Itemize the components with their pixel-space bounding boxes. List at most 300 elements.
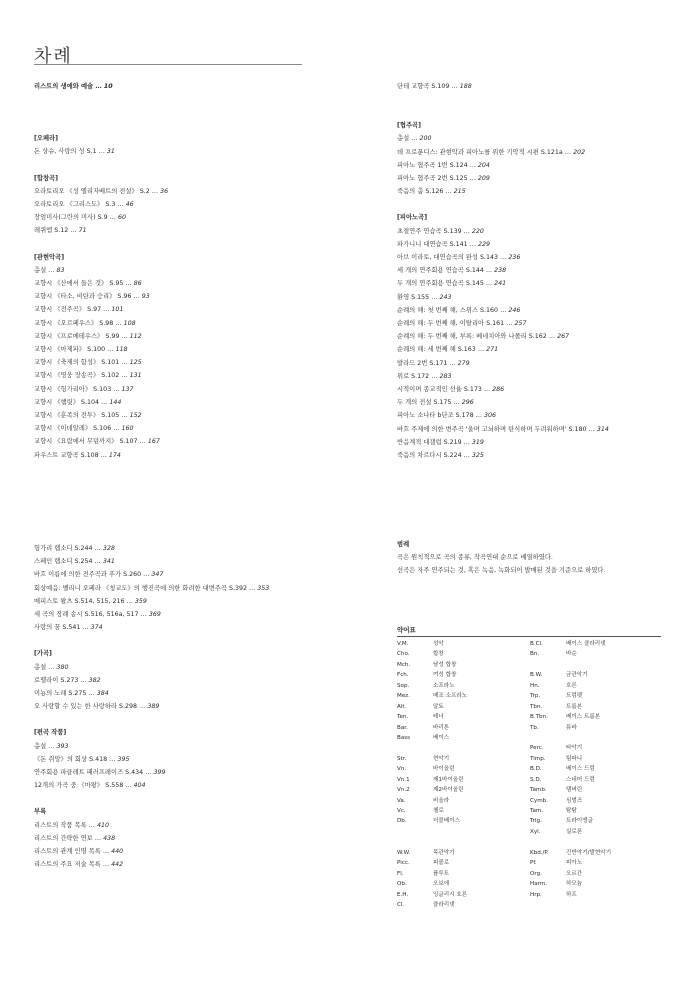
abbreviation-row — [397, 691, 467, 701]
toc-entry: 죽음의 춤 S.126 … 215 — [397, 188, 466, 196]
toc-entry: 위로 S.172 … 283 — [397, 372, 452, 380]
spacer — [34, 93, 168, 106]
abbreviation: Str. — [397, 755, 407, 762]
toc-page-number: 238 — [494, 267, 507, 275]
toc-entry-title: 교향시 《산에서 들은 것》 S.95 — [34, 280, 124, 288]
abbreviation: S.D. — [530, 776, 542, 783]
abbreviation-row — [397, 681, 467, 691]
toc-entry-title: 교향시 《타소, 비탄과 승리》 S.96 — [34, 293, 132, 301]
toc-entry-title: 시적이며 종교적인 선율 S.173 — [397, 386, 482, 394]
toc-column-1-top — [34, 80, 168, 462]
abbreviation: Tamb. — [530, 787, 547, 794]
toc-page-number: 220 — [471, 227, 484, 235]
toc-page-number: 380 — [56, 663, 69, 671]
toc-entry: 파가니니 대연습곡 S.141 … 229 — [397, 240, 491, 248]
toc-section-heading — [34, 172, 168, 185]
abbreviation: Picc. — [397, 860, 410, 867]
toc-entry-title: 단테 교향곡 S.109 — [397, 83, 450, 90]
toc-page-number: 160 — [121, 425, 134, 433]
toc-entry: 로렐라이 S.273 … 382 — [34, 676, 101, 684]
toc-page-number: 389 — [147, 703, 160, 711]
toc-entry-title: 오라토리오 《성 엘리자베트의 전설》 S.2 — [34, 187, 150, 195]
notes-line: 곡은 원칙적으로 곡의 종류, 작곡연대 순으로 배열하였다. — [397, 554, 553, 562]
toc-page-number: 10 — [103, 83, 113, 90]
abbreviation: Timp. — [530, 755, 546, 762]
toc-section-heading — [34, 132, 168, 145]
abbreviation-meaning: 트럼펫 — [566, 693, 583, 700]
toc-entry: 두 개의 연주회용 연습곡 S.145 … 241 — [397, 280, 507, 288]
toc-entry-title: 오라토리오 《그리스도》 S.3 — [34, 201, 116, 209]
abbreviation: Mch. — [397, 661, 411, 668]
toc-entry: 리스트의 작품 목록 … 410 — [34, 821, 110, 829]
toc-entry-title: [피아노곡] — [397, 214, 428, 222]
abbreviation-meaning: 합창 — [433, 651, 444, 658]
toc-entry-title: 리스트의 작품 목록 — [34, 821, 87, 829]
toc-column-1-bottom — [34, 542, 269, 871]
toc-entry-title: 발라드 2번 S.171 — [397, 359, 448, 367]
notes-line: 선곡은 자주 연주되는 것, 혹은 녹음, 녹화되어 발매된 것을 기준으로 하였다. — [397, 567, 606, 575]
toc-entry-title: 사랑의 꿈 S.541 — [34, 624, 81, 632]
toc-page-number: 438 — [103, 834, 116, 842]
abbreviation: Bn. — [530, 651, 540, 658]
abbreviation-row — [397, 712, 467, 722]
toc-column-2-top — [397, 80, 609, 462]
toc-entry: 총설 … 380 — [34, 663, 69, 671]
toc-page-number: 83 — [56, 266, 65, 274]
toc-page-number: 215 — [453, 188, 466, 196]
toc-page-number: 71 — [78, 227, 87, 235]
toc-entry: 두 개의 전설 S.175 … 296 — [397, 399, 474, 407]
toc-entry-title: 리스트의 간략한 연보 — [34, 834, 93, 842]
toc-entry-title: 스페인 랩소디 S.254 — [34, 558, 93, 566]
abbreviation-meaning: 튜바 — [566, 724, 577, 731]
toc-entry-title: 교향시 《요람에서 무덤까지》 S.107 — [34, 438, 138, 446]
toc-entry-title: 교향시 《햄릿》 S.104 — [34, 398, 100, 406]
toc-entry-title: 오 사랑할 수 있는 한 사랑하라 S.298 — [34, 703, 138, 711]
toc-page-number: 200 — [419, 135, 432, 143]
toc-entry: 순례의 해: 두 번째 해, 부록: 베네치아와 나폴리 S.162 … 267 — [397, 333, 570, 341]
spacer — [34, 106, 168, 119]
toc-entry: 교향시 《축제의 함성》 S.101 … 125 — [34, 359, 142, 367]
notes-heading: 범례 — [397, 541, 410, 548]
toc-page-number: 440 — [111, 848, 124, 856]
toc-page-number: 353 — [257, 584, 270, 592]
abbreviation: B.D. — [530, 766, 542, 773]
toc-page-number: 306 — [484, 412, 497, 420]
abbreviation: Cymb. — [530, 797, 548, 804]
abbreviation-row — [397, 743, 467, 753]
toc-section-heading — [34, 647, 269, 660]
abbreviation-row — [530, 754, 611, 764]
toc-entry: 스페인 랩소디 S.254 … 341 — [34, 558, 115, 566]
abbreviation: B.W. — [530, 672, 543, 679]
title-underline — [34, 64, 302, 65]
abbreviation-meaning: 탐탐 — [566, 808, 577, 814]
toc-entry-title: 교향시 《오르페우스》 S.98 — [34, 319, 114, 327]
toc-entry-title: 메피스토 왈츠 S.514, 515, 216 — [34, 597, 125, 605]
toc-entry: 데 프로푼디스: 관현악과 피아노를 위한 기악적 시편 S.121a … 202 — [397, 148, 586, 156]
toc-entry: 연주회용 파클레트 패러프레이즈 S.434 … 399 — [34, 769, 166, 777]
toc-entry: 반음계적 대갤럽 S.219 … 319 — [397, 438, 484, 446]
toc-page-number: 374 — [90, 624, 103, 632]
toc-entry-title: 바흐 주제에 의한 변주곡 '울며 고뇌하며 탄식하며 두려워하며' S.180 — [397, 425, 587, 433]
abbreviation-row — [397, 733, 467, 743]
toc-entry: 돈 상슈, 사랑의 성 S.1 … 31 — [34, 148, 115, 156]
abbreviation: Bass — [397, 734, 411, 741]
toc-entry: 오 사랑할 수 있는 한 사랑하라 S.298 … 389 — [34, 703, 160, 711]
abbreviation: Bar. — [397, 724, 408, 731]
toc-entry: 교향시 《헝가리아》 S.103 … 137 — [34, 385, 134, 393]
abbreviation-row — [530, 691, 611, 701]
abbreviation-meaning: 현악기 — [433, 755, 450, 762]
toc-page-number: 131 — [129, 372, 142, 380]
abbreviation-meaning: 건반악기/발현악기 — [566, 849, 612, 856]
toc-entry: 교향시 《오르페우스》 S.98 … 108 — [34, 319, 136, 327]
toc-entry-title: 리스트의 주요 저술 목록 — [34, 861, 101, 869]
abbreviation-row — [530, 879, 611, 889]
toc-section-heading — [397, 211, 609, 224]
abbreviation-meaning: 오보에 — [433, 881, 450, 888]
abbreviation-row — [530, 827, 611, 837]
abbreviation-meaning: 소프라노 — [433, 682, 455, 689]
toc-entry: 초절연주 연습곡 S.139 … 220 — [397, 227, 484, 235]
toc-page-number: 246 — [508, 306, 521, 314]
toc-page-number: 286 — [492, 386, 505, 394]
abbreviation-meaning: 탬버린 — [566, 787, 583, 794]
toc-page-number: 125 — [129, 359, 142, 367]
toc-page-number: 347 — [151, 571, 164, 579]
abbreviation-meaning: 호른 — [566, 682, 577, 689]
toc-page-number: 167 — [147, 438, 160, 446]
abbreviation-meaning: 금관악기 — [566, 672, 588, 679]
abbreviation-meaning: 성악 — [433, 641, 444, 647]
abbreviation-row — [397, 639, 467, 649]
toc-entry-title: 총설 — [34, 742, 47, 750]
abbreviation: Vn.2 — [397, 787, 410, 794]
abbreviation: Harm. — [530, 881, 548, 888]
abbreviation-row — [530, 639, 611, 649]
abbreviation: Hrp. — [530, 891, 542, 898]
toc-entry-title: 레퀴엠 S.12 — [34, 227, 69, 235]
toc-entry: 사랑의 꿈 S.541 … 374 — [34, 624, 103, 632]
toc-entry: 12개의 가곡 중 《마왕》 S.558 … 404 — [34, 782, 146, 790]
toc-entry-title: 리스트의 생애와 예술 — [34, 83, 94, 90]
abbreviation-meaning: 여성 합창 — [433, 672, 457, 679]
toc-entry: 피아노 협주곡 2번 S.125 … 209 — [397, 175, 490, 183]
abbreviation-meaning: 바이올린 — [433, 766, 455, 773]
abbreviation-row — [530, 733, 611, 743]
toc-entry: 장엄미사(그란의 미사) S.9 … 60 — [34, 214, 126, 222]
abbreviation-meaning: 하모늄 — [566, 881, 583, 888]
abbreviation-row — [530, 702, 611, 712]
toc-page-number: 46 — [125, 201, 134, 209]
toc-page-number: 144 — [109, 398, 122, 406]
toc-entry-title: 교향시 《프로메테우스》 S.99 — [34, 332, 120, 340]
toc-page-number: 359 — [134, 597, 147, 605]
abbreviation-table-title: 약어표 — [397, 626, 416, 634]
toc-page-number: 112 — [129, 332, 142, 340]
abbreviation-meaning: 제1바이올린 — [433, 776, 464, 783]
abbreviation-table-rule — [397, 636, 661, 637]
toc-entry: 아브 이라토, 대연습곡의 완성 S.143 … 236 — [397, 254, 521, 262]
toc-entry-title: 미뇽의 노래 S.275 — [34, 690, 87, 698]
toc-entry: 미뇽의 노래 S.275 … 384 — [34, 690, 109, 698]
abbreviation-row — [397, 816, 467, 826]
toc-entry-title: 세 곡의 장례 송시 S.516, 516a, 517 — [34, 611, 139, 619]
abbreviation: Trig. — [530, 818, 542, 825]
toc-entry-title: 파우스트 교향곡 S.108 — [34, 451, 99, 459]
toc-page-number: 296 — [461, 399, 474, 407]
toc-entry: 세 개의 연주회용 연습곡 S.144 … 238 — [397, 267, 507, 275]
abbreviation-meaning: 테너 — [433, 714, 444, 721]
toc-entry: 메피스토 왈츠 S.514, 515, 216 … 359 — [34, 597, 147, 605]
toc-entry: 순례의 해: 두 번째 해, 이탈리아 S.161 … 257 — [397, 320, 527, 328]
abbreviation-row — [397, 702, 467, 712]
toc-section-heading — [34, 805, 269, 818]
toc-entry-title: 순례의 해: 첫 번째 해, 스위스 S.160 — [397, 306, 499, 314]
abbreviation-row — [397, 848, 467, 858]
toc-page-number: 325 — [471, 452, 484, 460]
abbreviation: Vn. — [397, 766, 407, 773]
abbreviation-meaning: 베이스 클라리넷 — [566, 641, 606, 647]
toc-entry-title: 교향시 《이데알레》 S.106 — [34, 425, 112, 433]
abbreviation-row — [397, 900, 467, 910]
abbreviation: V.M. — [397, 641, 409, 647]
abbreviation: Ob. — [397, 881, 407, 888]
abbreviation-meaning: 베이스 트롬본 — [566, 714, 601, 721]
toc-entry-title: 데 프로푼디스: 관현악과 피아노를 위한 기악적 시편 S.121a — [397, 148, 563, 156]
toc-section-heading — [34, 251, 168, 264]
toc-entry-title: 리스트의 관계 인명 목록 — [34, 848, 101, 856]
abbreviation-meaning: 하프 — [566, 891, 577, 898]
toc-entry-title: 장엄미사(그란의 미사) S.9 — [34, 214, 108, 222]
toc-entry-title: 피아노 협주곡 1번 S.124 — [397, 161, 468, 169]
abbreviation-meaning: 피아노 — [566, 860, 583, 867]
toc-page-number: 319 — [471, 438, 484, 446]
toc-entry: 리스트의 주요 저술 목록 … 442 — [34, 861, 124, 869]
toc-entry: 교향시 《타소, 비탄과 승리》 S.96 … 93 — [34, 293, 150, 301]
toc-entry: 바흐 이름에 의한 전주곡과 푸가 S.260 … 347 — [34, 571, 164, 579]
toc-page-number: 410 — [96, 821, 110, 829]
toc-page-number: 279 — [457, 359, 470, 367]
abbreviation-meaning: 클라리넷 — [433, 901, 455, 908]
abbreviation: Pf. — [530, 860, 537, 867]
toc-entry-title: 총설 — [34, 663, 47, 671]
abbreviation: Mez. — [397, 693, 410, 700]
page-title: 차례 — [34, 46, 73, 67]
toc-entry: 리스트의 관계 인명 목록 … 440 — [34, 848, 124, 856]
toc-entry-title: 환영 S.155 — [397, 293, 430, 301]
toc-entry-title: [합창곡] — [34, 174, 59, 182]
toc-page-number: 174 — [108, 451, 121, 459]
toc-entry: 헝가리 랩소디 S.244 … 328 — [34, 545, 115, 552]
toc-page-number: 384 — [96, 690, 109, 698]
toc-entry-title: 죽음의 춤 S.126 — [397, 188, 444, 196]
toc-entry: 죽음의 차르다시 S.224 … 325 — [397, 452, 484, 460]
abbreviation-meaning: 타악기 — [566, 745, 583, 752]
toc-entry-title: 초절연주 연습곡 S.139 — [397, 227, 462, 235]
toc-page-number: 404 — [133, 782, 146, 790]
abbreviation: Tb. — [530, 724, 539, 731]
abbreviation: Hn. — [530, 682, 540, 689]
abbreviation-meaning: 비올라 — [433, 797, 450, 804]
toc-entry: 세 곡의 장례 송시 S.516, 516a, 517 … 369 — [34, 611, 161, 619]
toc-page-number: 93 — [141, 293, 150, 301]
toc-page-number: 399 — [153, 769, 166, 777]
abbreviation-meaning: 바순 — [566, 651, 577, 658]
abbreviation: Org. — [530, 870, 542, 877]
abbreviation-row — [397, 649, 467, 659]
abbreviation-meaning: 베이스 — [433, 734, 450, 741]
abbreviation-row — [530, 890, 611, 900]
toc-entry: 리스트의 생애와 예술 … 10 — [34, 83, 113, 90]
toc-page-number: 395 — [117, 755, 130, 763]
abbreviation-row — [530, 816, 611, 826]
toc-entry-title: 12개의 가곡 중 《마왕》 S.558 — [34, 782, 124, 790]
toc-entry: 리스트의 간략한 연보 … 438 — [34, 834, 116, 842]
toc-page-number: 188 — [459, 83, 472, 90]
abbreviation: Cho. — [397, 651, 410, 658]
toc-page-number: 108 — [123, 319, 136, 327]
abbreviation: Db. — [397, 818, 407, 825]
abbreviation: Fl. — [397, 870, 404, 877]
toc-entry: 교향시 《이데알레》 S.106 … 160 — [34, 425, 134, 433]
toc-entry-title: 교향시 《마제파》 S.100 — [34, 346, 106, 354]
toc-page-number: 137 — [121, 385, 134, 393]
abbreviation: Fch. — [397, 672, 409, 679]
toc-entry-title: 《돈 쥐앙》의 회상 S.418 — [34, 755, 108, 763]
abbreviation-row — [530, 869, 611, 879]
toc-entry: 환영 S.155 … 243 — [397, 293, 452, 301]
abbreviation: Alt. — [397, 703, 407, 710]
abbreviation: Cl. — [397, 901, 405, 908]
toc-page-number: 341 — [102, 558, 115, 566]
abbreviation: Perc. — [530, 745, 544, 752]
abbreviation-meaning: 피콜로 — [433, 860, 450, 867]
toc-entry-title: 총설 — [397, 135, 410, 143]
toc-entry: 발라드 2번 S.171 … 279 — [397, 359, 470, 367]
abbreviation: Xyl. — [530, 828, 541, 835]
abbreviation-row — [530, 858, 611, 868]
toc-page-number: 314 — [596, 425, 609, 433]
toc-page-number: 86 — [133, 280, 142, 288]
abbreviation-meaning: 목관악기 — [433, 849, 455, 856]
toc-page-number: 369 — [148, 611, 161, 619]
toc-entry: 교향시 《훈족의 전투》 S.105 … 152 — [34, 412, 142, 420]
abbreviation-meaning: 팀파니 — [566, 755, 583, 762]
toc-entry-title: 위로 S.172 — [397, 372, 430, 380]
toc-page-number: 241 — [494, 280, 507, 288]
toc-entry: 피아노 협주곡 1번 S.124 … 204 — [397, 161, 490, 169]
abbreviation-meaning: 심벌즈 — [566, 797, 583, 804]
toc-page-number: 393 — [56, 742, 69, 750]
abbreviation-row — [530, 743, 611, 753]
toc-entry: 순례의 해: 세 번째 해 S.163 … 271 — [397, 346, 499, 354]
toc-entry-title: 로렐라이 S.273 — [34, 676, 79, 684]
toc-entry-title: 아브 이라토, 대연습곡의 완성 S.143 — [397, 254, 499, 262]
toc-entry-title: 순례의 해: 두 번째 해, 이탈리아 S.161 — [397, 320, 505, 328]
abbreviation: Tbn. — [530, 703, 543, 710]
toc-entry: 교향시 《마제파》 S.100 … 118 — [34, 346, 128, 354]
abbreviation-meaning: 트롬본 — [566, 703, 583, 710]
abbreviation-meaning: 제2바이올린 — [433, 787, 464, 794]
abbreviation-row — [530, 723, 611, 733]
abbreviation-meaning: 더블베이스 — [433, 818, 461, 825]
toc-page-number: 202 — [573, 148, 586, 156]
abbreviation-row — [530, 712, 611, 722]
toc-entry: 교향시 《전주곡》 S.97 … 101 — [34, 306, 124, 314]
toc-page-number: 328 — [102, 545, 115, 552]
usage-notes — [397, 538, 606, 578]
toc-entry: 교향시 《요람에서 무덤까지》 S.107 … 167 — [34, 438, 160, 446]
abbreviation: Ten. — [397, 714, 409, 721]
toc-entry-title: [협주곡] — [397, 122, 422, 130]
toc-section-heading — [397, 119, 609, 132]
toc-entry: 순례의 해: 첫 번째 해, 스위스 S.160 … 246 — [397, 306, 521, 314]
toc-entry: 총설 … 393 — [34, 742, 69, 750]
abbreviation: Kbd./P. — [530, 849, 549, 856]
toc-entry: 바흐 주제에 의한 변주곡 '울며 고뇌하며 탄식하며 두려워하며' S.180 … 314 — [397, 425, 609, 433]
abbreviation-row — [397, 754, 467, 764]
abbreviation-row — [530, 681, 611, 691]
abbreviation: Va. — [397, 797, 406, 804]
abbreviation: E.H. — [397, 891, 409, 898]
abbreviation-meaning: 오르간 — [566, 870, 583, 877]
toc-entry-title: 죽음의 차르다시 S.224 — [397, 452, 462, 460]
abbreviation-meaning: 메조 소프라노 — [433, 693, 468, 700]
toc-page-number: 236 — [508, 254, 521, 262]
abbreviation-row — [397, 660, 467, 670]
toc-entry-title: 연주회용 파클레트 패러프레이즈 S.434 — [34, 769, 144, 777]
toc-page-number: 209 — [477, 175, 490, 183]
abbreviation-meaning: 바리톤 — [433, 724, 450, 731]
spacer — [397, 93, 609, 106]
toc-entry-title: 교향시 《훈족의 전투》 S.105 — [34, 412, 120, 420]
toc-entry-title: [편곡 작품] — [34, 729, 67, 737]
abbreviation-row — [397, 806, 467, 816]
abbreviation-meaning: 베이스 드럼 — [566, 766, 595, 773]
abbreviation-row — [397, 785, 467, 795]
abbreviation-column-right — [530, 639, 611, 900]
toc-page-number: 382 — [88, 676, 101, 684]
abbreviation: B.Tbn. — [530, 714, 548, 721]
toc-entry-title: 돈 상슈, 사랑의 성 S.1 — [34, 148, 97, 156]
toc-entry-title: 바흐 이름에 의한 전주곡과 푸가 S.260 — [34, 571, 142, 579]
abbreviation-row — [397, 775, 467, 785]
abbreviation-row — [530, 660, 611, 670]
abbreviation: W.W. — [397, 849, 411, 856]
toc-entry: 피아노 소나타 b단조 S.178 … 306 — [397, 412, 497, 420]
toc-entry: 회상예음: 벨리니 오페라 《청교도》의 행진곡에 의한 화려한 대변주곡 S.392 … 353 — [34, 584, 270, 592]
abbreviation-row — [397, 827, 467, 837]
toc-entry-title: 교향시 《영웅 장송곡》 S.102 — [34, 372, 120, 380]
toc-entry-title: 피아노 협주곡 2번 S.125 — [397, 175, 468, 183]
toc-entry-title: [가곡] — [34, 650, 52, 658]
abbreviation-row — [530, 649, 611, 659]
toc-page-number: 60 — [117, 214, 126, 222]
toc-page-number: 271 — [486, 346, 499, 354]
abbreviation-meaning: 알토 — [433, 703, 444, 710]
abbreviation-row — [530, 670, 611, 680]
toc-entry-title: 회상예음: 벨리니 오페라 《청교도》의 행진곡에 의한 화려한 대변주곡 S.392 — [34, 584, 247, 592]
toc-entry: 교향시 《산에서 들은 것》 S.95 … 86 — [34, 280, 142, 288]
toc-entry-title: 파가니니 대연습곡 S.141 — [397, 240, 468, 248]
toc-entry-title: 피아노 소나타 b단조 S.178 — [397, 412, 474, 420]
abbreviation: Tam. — [530, 808, 544, 814]
abbreviation-row — [530, 785, 611, 795]
abbreviation-row — [397, 764, 467, 774]
toc-entry-title: 두 개의 연주회용 연습곡 S.145 — [397, 280, 484, 288]
